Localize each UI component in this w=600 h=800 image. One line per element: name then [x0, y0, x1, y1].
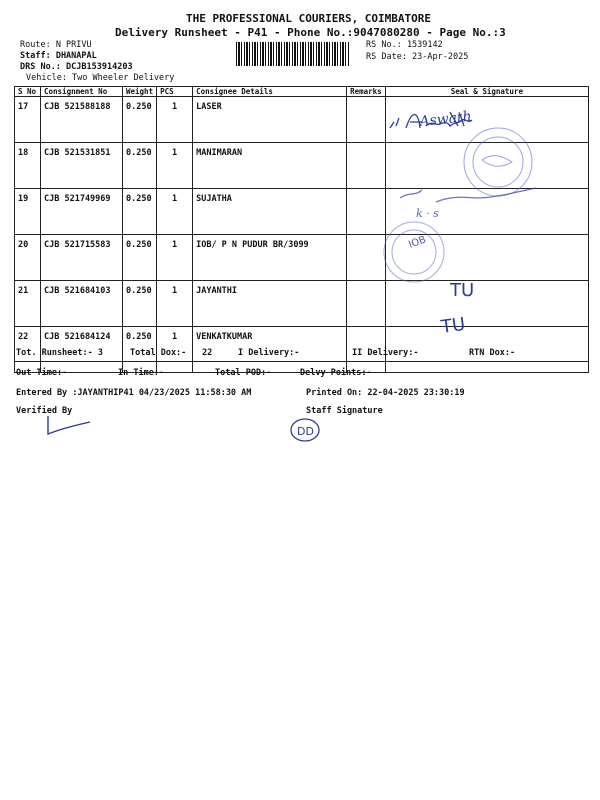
out-time: Out Time:- [16, 368, 68, 378]
col-consignment: Consignment No [41, 87, 123, 97]
col-seal-signature: Seal & Signature [385, 87, 588, 97]
stamp-iob: IOB [407, 234, 428, 251]
cell-pcs: 1 [157, 235, 193, 281]
cell-consignee: VENKATKUMAR [193, 327, 347, 373]
cell-sno: 17 [15, 97, 41, 143]
rs-date: RS Date: 23-Apr-2025 [366, 52, 469, 62]
verified-signature-icon [44, 414, 94, 438]
col-sno: S No [15, 87, 41, 97]
cell-weight: 0.250 [123, 327, 157, 373]
verified-by: Verified By [16, 406, 73, 416]
row17-signature: Aswath [418, 108, 473, 130]
route: Route: N PRIVU [20, 40, 92, 50]
staff-initials: DD [297, 425, 314, 438]
rs-number: RS No.: 1539142 [366, 40, 443, 50]
cell-weight: 0.250 [123, 97, 157, 143]
cell-consignment: CJB 521749969 [41, 189, 123, 235]
runsheet-subtitle: Delivery Runsheet - P41 - Phone No.:9047080280 - Page No.:3 [115, 26, 506, 39]
cell-pcs: 1 [157, 189, 193, 235]
cell-pcs: 1 [157, 143, 193, 189]
drs-number: DRS No.: DCJB153914203 [20, 62, 133, 72]
ks-initials: k · s [416, 207, 439, 220]
printed-on: Printed On: 22-04-2025 23:30:19 [306, 388, 465, 398]
i-delivery: I Delivery:- [238, 348, 300, 358]
cell-sno: 19 [15, 189, 41, 235]
ii-delivery: II Delivery:- [352, 348, 419, 358]
cell-consignment: CJB 521588188 [41, 97, 123, 143]
staff-signature-mark [288, 416, 324, 444]
row21-initials: TU [450, 280, 475, 301]
cell-consignee: JAYANTHI [193, 281, 347, 327]
cell-weight: 0.250 [123, 189, 157, 235]
cell-weight: 0.250 [123, 235, 157, 281]
cell-sno: 20 [15, 235, 41, 281]
cell-sno: 21 [15, 281, 41, 327]
cell-sno: 18 [15, 143, 41, 189]
rtn-dox: RTN Dox:- [469, 348, 516, 358]
cell-pcs: 1 [157, 327, 193, 373]
cell-consignee: IOB/ P N PUDUR BR/3099 [193, 235, 347, 281]
row22-initials: TU [439, 313, 467, 338]
cell-weight: 0.250 [123, 143, 157, 189]
total-dox-value: 22 [202, 348, 213, 358]
in-time: In Time:- [118, 368, 165, 378]
cell-consignee: MANIMARAN [193, 143, 347, 189]
cell-pcs: 1 [157, 281, 193, 327]
cell-weight: 0.250 [123, 281, 157, 327]
cell-consignment: CJB 521715583 [41, 235, 123, 281]
staff-signature-label: Staff Signature [306, 406, 383, 416]
table-header-row [15, 87, 589, 97]
cell-sno: 22 [15, 327, 41, 373]
vehicle: Vehicle: Two Wheeler Delivery [26, 73, 175, 83]
col-remarks: Remarks [347, 87, 386, 97]
cell-consignment: CJB 521531851 [41, 143, 123, 189]
cell-consignee: SUJATHA [193, 189, 347, 235]
cell-consignment: CJB 521684103 [41, 281, 123, 327]
col-consignee: Consignee Details [193, 87, 347, 97]
cell-consignee: LASER [193, 97, 347, 143]
entered-by: Entered By :JAYANTHIP41 04/23/2025 11:58:30 AM [16, 388, 252, 398]
divider [14, 361, 589, 362]
col-pcs: PCS [157, 87, 193, 97]
total-dox-label: Total Dox:- [130, 348, 187, 358]
company-title: THE PROFESSIONAL COURIERS, COIMBATORE [186, 12, 432, 25]
cell-consignment: CJB 521684124 [41, 327, 123, 373]
staff: Staff: DHANAPAL [20, 51, 97, 61]
barcode [236, 42, 350, 66]
delvy-points: Delvy Points:- [300, 368, 372, 378]
cell-pcs: 1 [157, 97, 193, 143]
col-weight: Weight [123, 87, 157, 97]
signatures-ink [380, 100, 590, 340]
total-runsheet: Tot. Runsheet:- 3 [16, 348, 103, 358]
total-pod: Total POD:- [215, 368, 272, 378]
